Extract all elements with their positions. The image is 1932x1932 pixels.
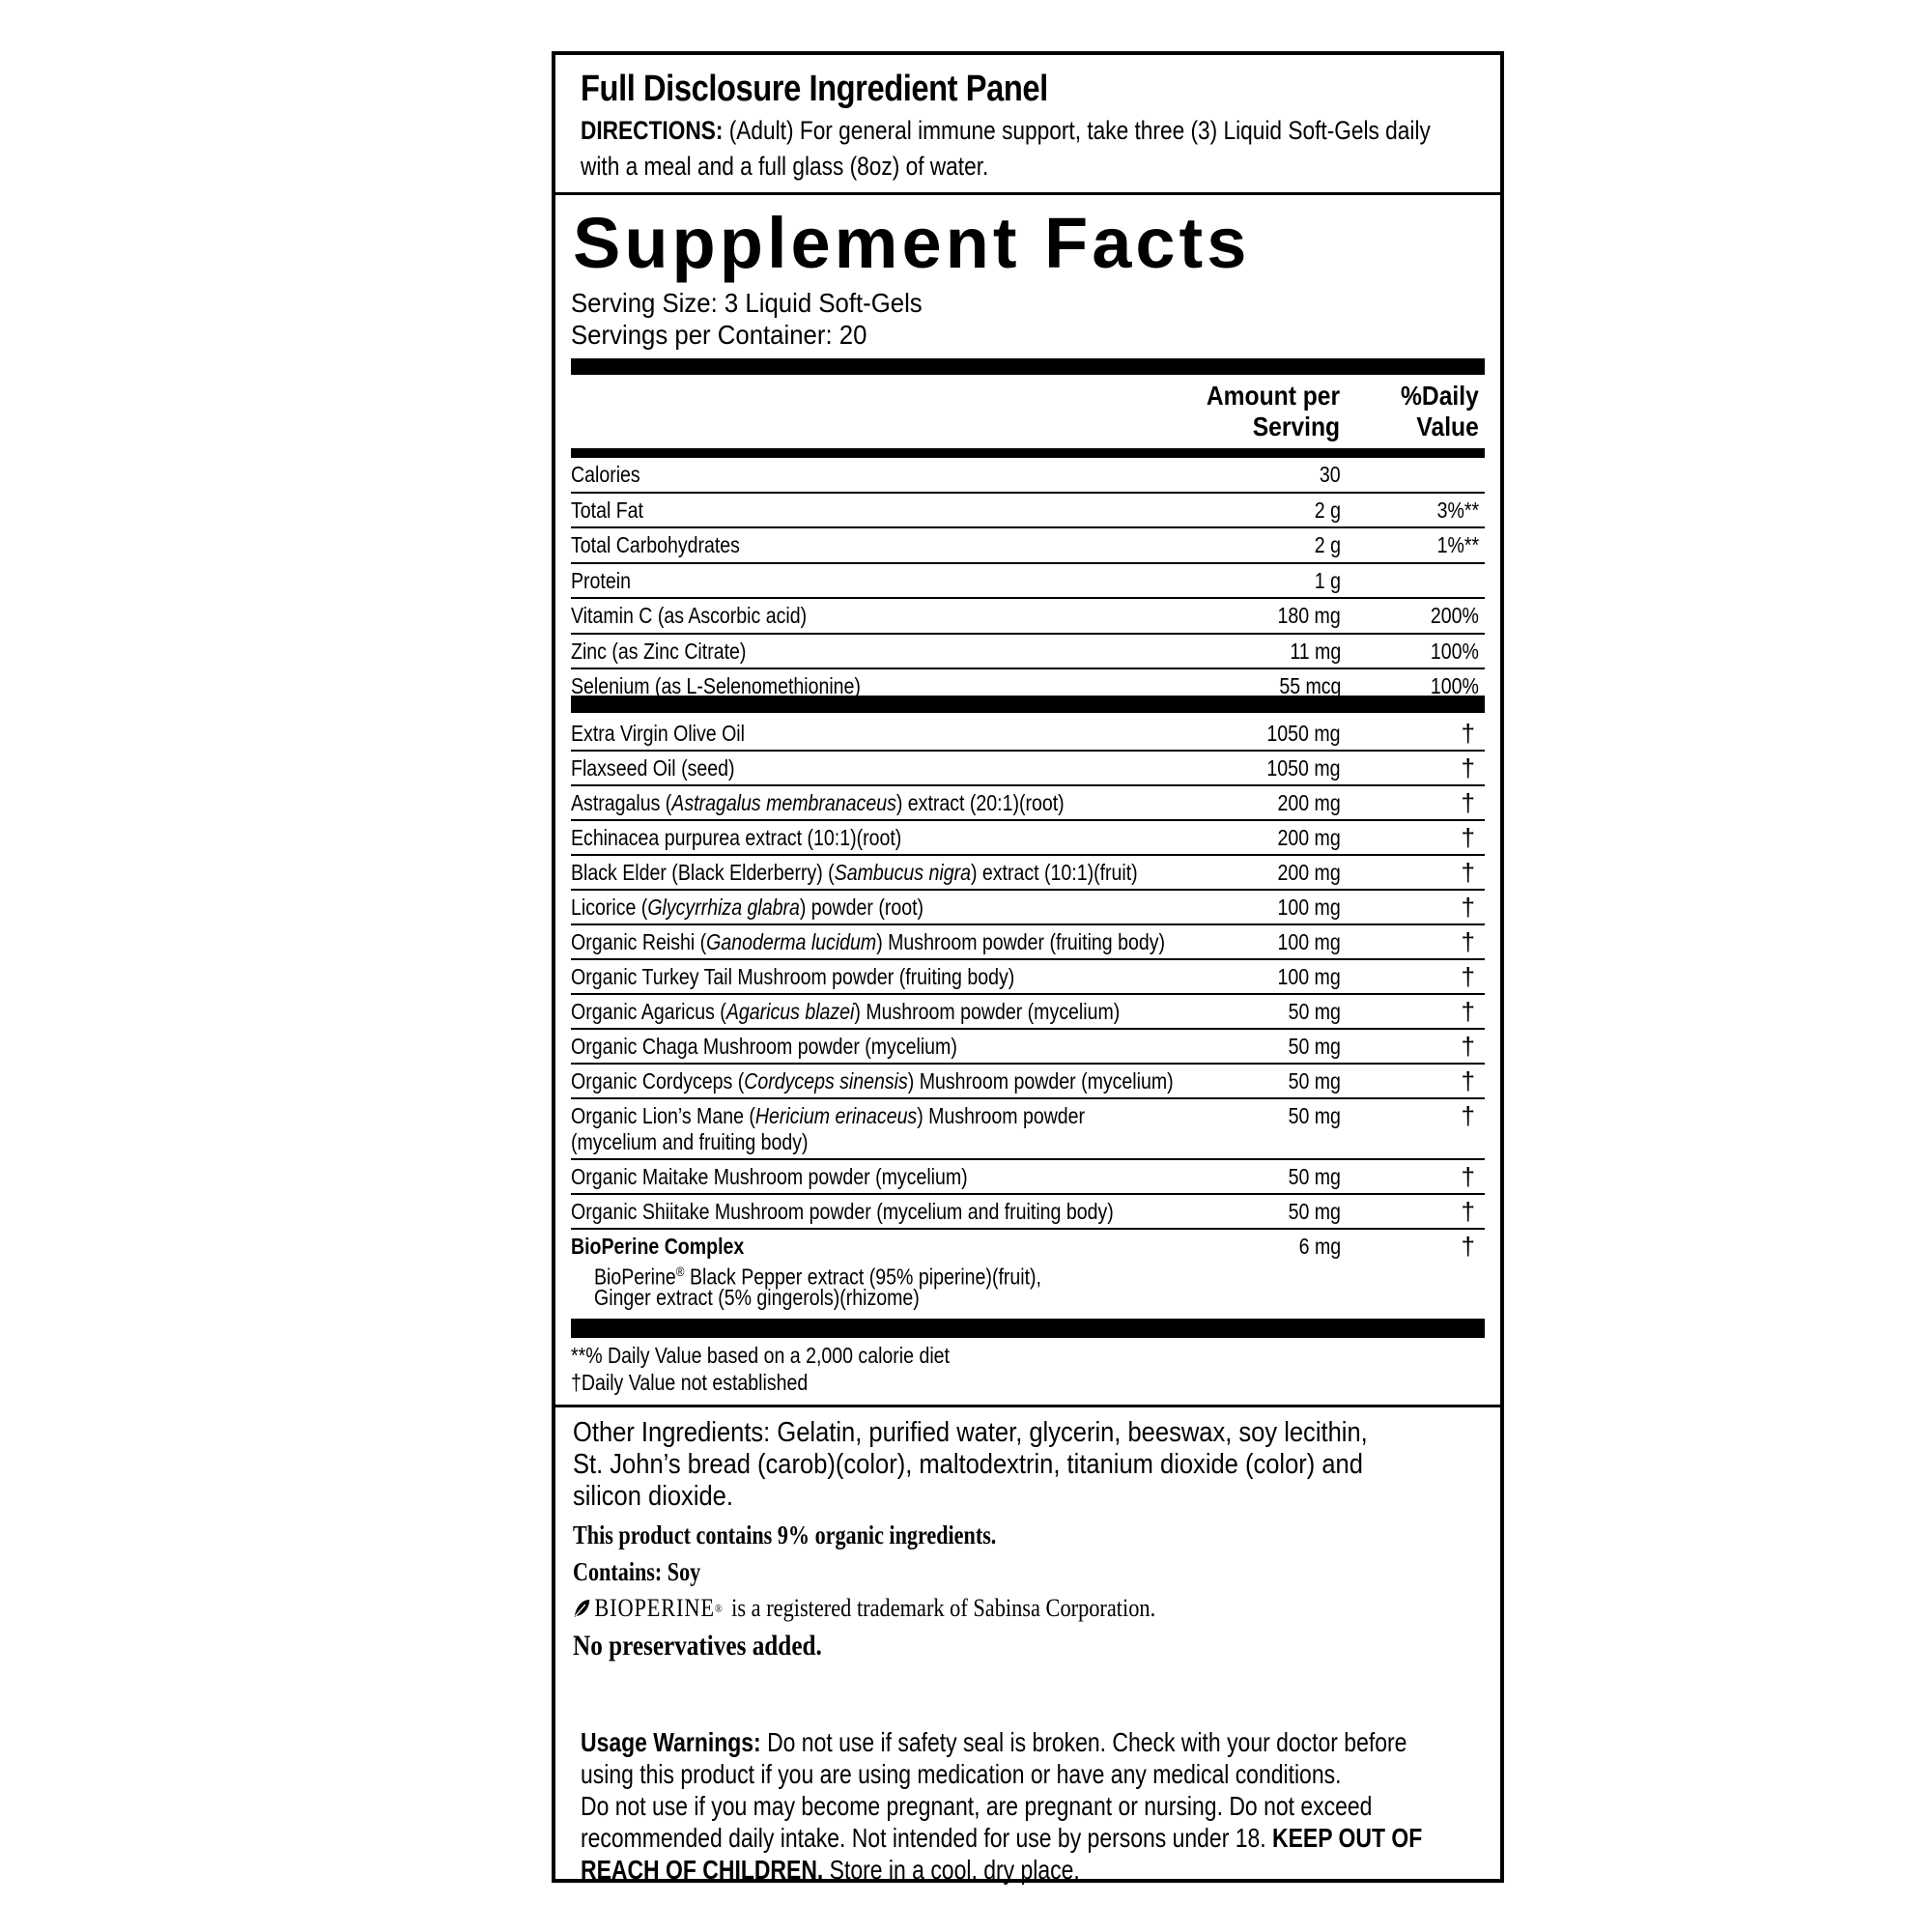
ingredient-name [571,997,1120,1026]
ingredient-name [571,1162,968,1191]
ingredient-name [571,1032,957,1061]
warnings-bold-5: REACH OF CHILDREN. [581,1855,824,1885]
ingredient-name [571,927,1165,956]
ingredient-name-post: ) extract (20:1)(root) [895,790,1065,815]
ingredient-name-pre: Organic Cordyceps ( [571,1068,745,1094]
dagger-icon: † [1461,1101,1475,1130]
dagger-icon: † [1461,753,1475,782]
bioperine-dv: † [1461,1232,1475,1261]
bioperine-sub-1-pre: BioPerine [594,1264,676,1290]
table-row [571,494,1485,529]
table-row [571,1065,1485,1099]
table-row [571,564,1485,600]
other-ingredients-line-3: silicon dioxide. [573,1481,733,1512]
nutrient-amount: 2 g [1314,532,1341,557]
dagger-icon: † [1461,1197,1475,1226]
ingredient-latin-name: Sambucus nigra [834,860,971,885]
ingredient-amount: 100 mg [1277,929,1341,954]
ingredient-name-post: ) powder (root) [799,895,924,920]
directions-line-1 [581,113,1431,149]
footnote-daily-value: **% Daily Value based on a 2,000 calorie diet [571,1343,950,1368]
table-row [571,856,1485,891]
header-amount-line-1: Amount per [1206,381,1340,411]
nutrient-dv: 3%** [1436,497,1479,523]
nutrient-rows [571,458,1485,696]
ingredient-name-pre: Echinacea purpurea extract (10:1)(root) [571,825,902,850]
medium-divider [571,448,1485,458]
dagger-icon: † [1461,858,1475,887]
nutrient-dv: 100% [1430,638,1479,664]
ingredient-name-post: ) Mushroom powder (fruiting body) [876,929,1166,954]
ingredient-amount: 50 mg [1288,1103,1341,1128]
table-row [571,821,1485,856]
bioperine-row [571,1230,1485,1315]
table-row [571,1030,1485,1065]
ingredient-name-pre: Licorice ( [571,895,648,920]
header-amount-line-2: Serving [1252,412,1340,441]
thick-divider [571,358,1485,375]
nutrient-dv: 200% [1430,603,1479,628]
ingredient-amount: 100 mg [1277,895,1341,920]
dagger-icon: † [1461,962,1475,991]
table-row [571,1195,1485,1230]
directions-text-1: (Adult) For general immune support, take three (3) Liquid Soft-Gels daily [728,116,1431,145]
panel-header [555,55,1500,195]
table-row [571,599,1485,635]
bioperine-amount: 6 mg [1298,1234,1341,1259]
no-preservatives: No preservatives added. [573,1630,822,1662]
ingredient-name-pre: Organic Chaga Mushroom powder (mycelium) [571,1034,957,1059]
dagger-icon: † [1461,927,1475,956]
ingredient-name-pre: Organic Agaricus ( [571,999,726,1024]
ingredient-latin-name: Astragalus membranaceus [671,790,896,815]
table-row [571,925,1485,960]
warnings-text-1: Do not use if safety seal is broken. Check with your doctor before [760,1727,1407,1757]
warnings-text-5: Store in a cool, dry place. [823,1855,1080,1885]
supplement-facts [571,200,1485,1396]
trademark-text: is a registered trademark of Sabinsa Corporation. [731,1594,1156,1622]
table-row [571,960,1485,995]
ingredient-amount: 200 mg [1277,790,1341,815]
table-row [571,1160,1485,1195]
warnings-line-1 [581,1726,1407,1758]
warnings-line-4 [581,1822,1423,1854]
header-amount [1207,381,1340,442]
warnings-line-2: using this product if you are using medication or have any medical conditions. [581,1759,1342,1789]
ingredient-amount: 50 mg [1288,1068,1341,1094]
ingredient-name-pre: Organic Maitake Mushroom powder (mycelium) [571,1164,968,1189]
nutrient-amount: 180 mg [1277,603,1341,628]
ingredient-name [571,962,1014,991]
ingredient-name-line-2: (mycelium and fruiting body) [571,1129,809,1154]
ingredient-amount: 1050 mg [1266,755,1341,781]
ingredient-name-post: ) Mushroom powder [917,1103,1086,1128]
servings-per-container: Servings per Container: 20 [571,320,867,350]
table-row [571,786,1485,821]
ingredient-name-pre: Extra Virgin Olive Oil [571,721,746,746]
warnings-bold-4: KEEP OUT OF [1272,1823,1423,1853]
footnote-dagger: †Daily Value not established [571,1370,809,1395]
ingredient-name-post: ) Mushroom powder (mycelium) [907,1068,1174,1094]
registered-mark: ® [675,1264,685,1279]
warnings-line-3: Do not use if you may become pregnant, are pregnant or nursing. Do not exceed [581,1791,1373,1821]
ingredient-name [571,1197,1114,1226]
header-dv-line-2: Value [1416,412,1479,441]
nutrient-name: Protein [571,567,631,593]
leaf-icon [573,1598,591,1619]
ingredient-name-pre: Organic Turkey Tail Mushroom powder (fruiting body) [571,964,1015,989]
ingredient-latin-name: Agaricus blazei [725,999,855,1024]
supplement-facts-title: Supplement Facts [573,203,1251,283]
trademark-line [573,1590,1353,1627]
ingredient-name [571,823,901,852]
nutrient-amount: 11 mg [1290,638,1341,664]
bioperine-logo-text: BIOPERINE [594,1594,715,1622]
ingredient-name [571,858,1138,887]
other-ingredients-section [573,1417,1481,1665]
usage-warnings [581,1726,1489,1886]
table-row [571,528,1485,564]
nutrient-name: Selenium (as L-Selenomethionine) [571,673,861,698]
contains-statement: Contains: Soy [573,1557,701,1586]
ingredient-name-post: ) Mushroom powder (mycelium) [854,999,1121,1024]
table-row [571,669,1485,696]
table-row [571,891,1485,925]
bioperine-sub-1-post: Black Pepper extract (95% piperine)(fruit), [684,1264,1041,1290]
ingredient-amount: 100 mg [1277,964,1341,989]
ingredient-name-pre: Organic Shiitake Mushroom powder (mycelium and fruiting body) [571,1199,1114,1224]
ingredient-amount: 1050 mg [1266,721,1341,746]
ingredient-name [571,1066,1174,1095]
dagger-icon: † [1461,997,1475,1026]
table-row [571,635,1485,670]
header-dv-line-1: %Daily [1401,381,1479,411]
ingredient-name [571,1101,1085,1130]
ingredient-rows [571,717,1485,1230]
dagger-icon: † [1461,1032,1475,1061]
dagger-icon: † [1461,788,1475,817]
warnings-text-4: recommended daily intake. Not intended for use by persons under 18. [581,1823,1273,1853]
ingredient-name-pre: Black Elder (Black Elderberry) ( [571,860,835,885]
table-row [571,752,1485,786]
table-row [571,995,1485,1030]
ingredient-name [571,719,745,748]
nutrient-name: Vitamin C (as Ascorbic acid) [571,603,808,628]
ingredient-amount: 50 mg [1288,1034,1341,1059]
nutrient-dv: 100% [1430,673,1479,698]
warnings-label: Usage Warnings: [581,1727,761,1757]
bioperine-sub-2: Ginger extract (5% gingerols)(rhizome) [594,1285,920,1310]
dagger-icon: † [1461,719,1475,748]
ingredient-amount: 50 mg [1288,999,1341,1024]
organic-statement: This product contains 9% organic ingredients. [573,1520,997,1549]
table-row [571,717,1485,752]
nutrient-name: Total Fat [571,497,643,523]
table-row [571,1099,1485,1160]
ingredient-latin-name: Glycyrrhiza glabra [647,895,800,920]
table-row [571,458,1485,494]
ingredient-name-pre: Organic Lion’s Mane ( [571,1103,755,1128]
nutrient-name: Total Carbohydrates [571,532,740,557]
column-headers [571,375,1485,448]
dagger-icon: † [1461,893,1475,922]
ingredient-name [571,788,1065,817]
bioperine-logo-reg: ® [714,1602,724,1615]
ingredient-name-pre: Organic Reishi ( [571,929,707,954]
warnings-line-5 [581,1854,1325,1886]
nutrient-name: Calories [571,462,640,487]
header-daily-value [1401,381,1479,442]
ingredient-amount: 50 mg [1288,1164,1341,1189]
ingredient-latin-name: Cordyceps sinensis [744,1068,908,1094]
ingredient-name [571,893,923,922]
nutrient-name: Zinc (as Zinc Citrate) [571,638,747,664]
serving-size: Serving Size: 3 Liquid Soft-Gels [571,288,923,318]
ingredient-name-pre: Flaxseed Oil (seed) [571,755,735,781]
ingredient-name-post: ) extract (10:1)(fruit) [970,860,1138,885]
nutrient-amount: 55 mcg [1278,673,1341,698]
bioperine-name: BioPerine Complex [571,1234,745,1259]
facts-divider [555,1405,1500,1407]
dagger-icon: † [1461,1162,1475,1191]
ingredient-name-pre: Astragalus ( [571,790,672,815]
directions-label: DIRECTIONS: [581,116,724,145]
panel-title: Full Disclosure Ingredient Panel [581,69,1048,109]
dagger-icon: † [1461,1066,1475,1095]
ingredient-panel [552,51,1504,1883]
other-ingredients-line-2: St. John’s bread (carob)(color), maltodextrin, titanium dioxide (color) and [573,1449,1363,1480]
directions-line-2: with a meal and a full glass (8oz) of water. [581,152,989,181]
thick-divider-bottom [571,1319,1485,1338]
ingredient-latin-name: Hericium erinaceus [754,1103,918,1128]
other-ingredients-line-1: Other Ingredients: Gelatin, purified water, glycerin, beeswax, soy lecithin, [573,1417,1368,1448]
nutrient-amount: 2 g [1314,497,1341,523]
ingredient-name [571,753,735,782]
ingredient-amount: 200 mg [1277,860,1341,885]
nutrient-amount: 1 g [1314,567,1341,593]
ingredient-amount: 200 mg [1277,825,1341,850]
ingredient-amount: 50 mg [1288,1199,1341,1224]
nutrient-dv: 1%** [1436,532,1479,557]
dagger-icon: † [1461,823,1475,852]
bioperine-logo [573,1590,724,1627]
nutrient-amount: 30 [1320,462,1341,487]
ingredient-latin-name: Ganoderma lucidum [706,929,877,954]
